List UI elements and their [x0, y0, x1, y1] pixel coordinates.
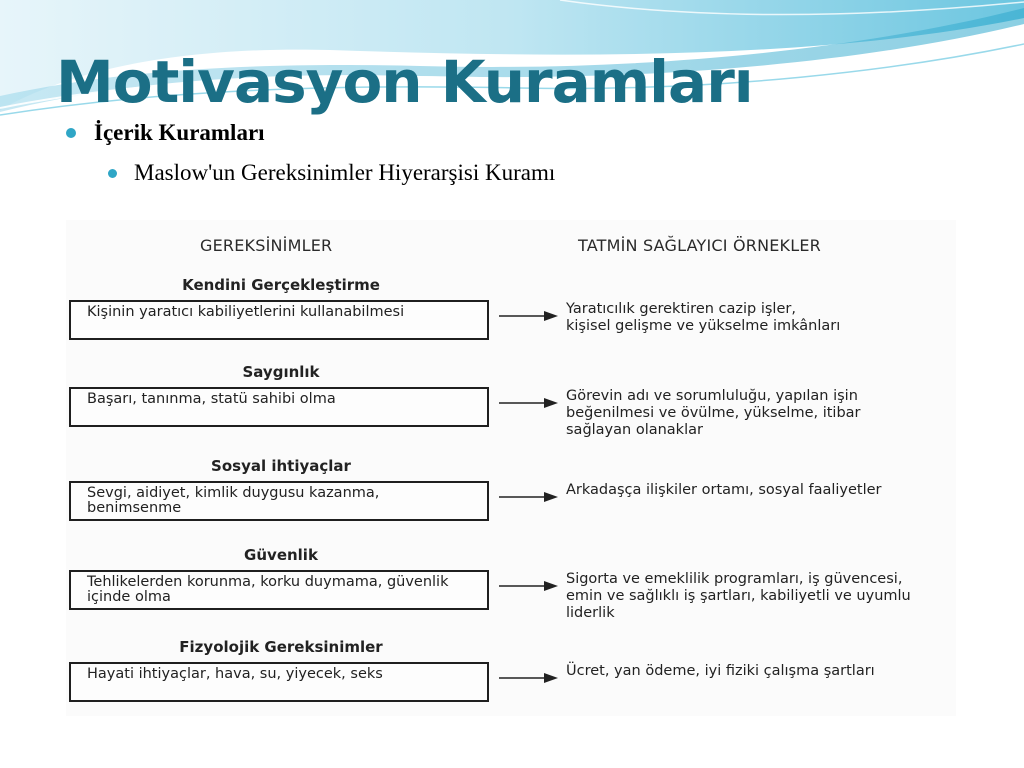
- bullet-dot-icon: [108, 169, 117, 178]
- right-arrow-icon: [498, 309, 560, 323]
- bullet-level1: [94, 120, 265, 146]
- example-text: [566, 663, 958, 680]
- need-box: Tehlikelerden korunma, korku duymama, güvenlik içinde olma: [69, 570, 489, 610]
- right-arrow-icon: [498, 671, 560, 685]
- level-name: Güvenlik: [244, 546, 318, 564]
- example-line: Yaratıcılık gerektiren cazip işler,: [566, 301, 796, 317]
- example-line: emin ve sağlıklı iş şartları, kabiliyetli ve uyumlu: [566, 588, 911, 604]
- example-line: beğenilmesi ve övülme, yükselme, itibar: [566, 405, 861, 421]
- example-text: [566, 571, 958, 622]
- level-name: Sosyal ihtiyaçlar: [211, 457, 351, 475]
- right-arrow-icon: [498, 490, 560, 504]
- level-name: Fizyolojik Gereksinimler: [179, 638, 383, 656]
- example-line: Arkadaşça ilişkiler ortamı, sosyal faaliyetler: [566, 482, 882, 498]
- slide-title: Motivasyon Kuramları: [56, 48, 753, 116]
- need-box: Kişinin yaratıcı kabiliyetlerini kullanabilmesi: [69, 300, 489, 340]
- level-name: Kendini Gerçekleştirme: [182, 276, 380, 294]
- example-line: Sigorta ve emeklilik programları, iş güvencesi,: [566, 571, 903, 587]
- example-line: sağlayan olanaklar: [566, 422, 703, 438]
- maslow-hierarchy-figure: [66, 220, 956, 716]
- example-line: kişisel gelişme ve yükselme imkânları: [566, 318, 841, 334]
- needs-column-header: GEREKSİNİMLER: [200, 236, 333, 255]
- bullet-level1-text: İçerik Kuramları: [94, 120, 265, 145]
- example-line: Görevin adı ve sorumluluğu, yapılan işin: [566, 388, 858, 404]
- level-name: Saygınlık: [242, 363, 320, 381]
- need-box: Hayati ihtiyaçlar, hava, su, yiyecek, seks: [69, 662, 489, 702]
- right-arrow-icon: [498, 579, 560, 593]
- need-box: Sevgi, aidiyet, kimlik duygusu kazanma, benimsenme: [69, 481, 489, 521]
- example-line: Ücret, yan ödeme, iyi fiziki çalışma şartları: [566, 663, 875, 679]
- bullet-level2: [134, 160, 555, 186]
- need-box: Başarı, tanınma, statü sahibi olma: [69, 387, 489, 427]
- examples-column-header: TATMİN SAĞLAYICI ÖRNEKLER: [578, 236, 821, 255]
- example-text: [566, 388, 958, 439]
- example-text: [566, 301, 958, 335]
- right-arrow-icon: [498, 396, 560, 410]
- bullet-level2-text: Maslow'un Gereksinimler Hiyerarşisi Kuramı: [134, 160, 556, 185]
- example-line: liderlik: [566, 605, 615, 621]
- bullet-dot-icon: [66, 128, 76, 138]
- example-text: [566, 482, 958, 499]
